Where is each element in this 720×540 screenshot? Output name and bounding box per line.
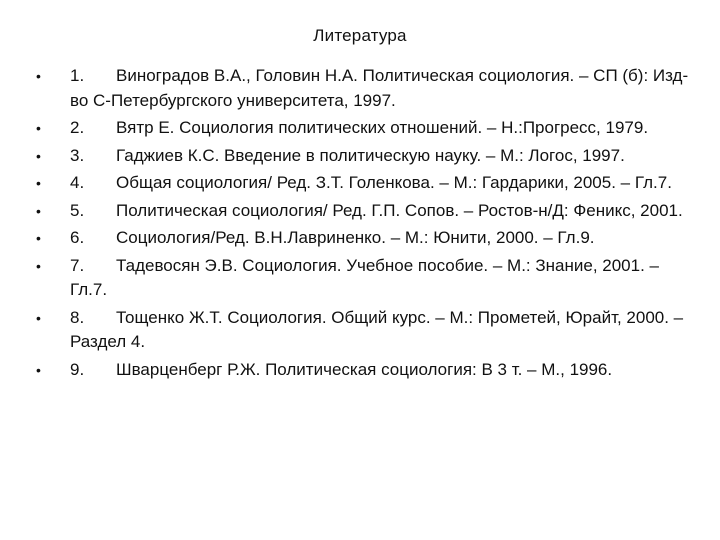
reference-number: 6. bbox=[70, 228, 85, 247]
reference-text: Тощенко Ж.Т. Социология. Общий курс. – М.: Прометей, Юрайт, 2000. – Раздел 4. bbox=[70, 307, 684, 351]
reference-text: Гаджиев К.С. Введение в политическую науку. – М.: Логос, 1997. bbox=[116, 145, 625, 165]
reference-text: Политическая социология/ Ред. Г.П. Сопов. – Ростов-н/Д: Феникс, 2001. bbox=[116, 200, 683, 220]
reference-item bbox=[34, 358, 700, 383]
reference-item bbox=[34, 171, 700, 196]
bullet-icon: • bbox=[36, 230, 41, 246]
reference-text: Вятр Е. Социология политических отношений. – Н.:Прогресс, 1979. bbox=[116, 118, 649, 137]
reference-item bbox=[34, 64, 700, 113]
bullet-icon: • bbox=[36, 68, 41, 84]
reference-item bbox=[34, 254, 700, 303]
reference-text: Тадевосян Э.В. Социология. Учебное пособие. – М.: Знание, 2001. – Гл.7. bbox=[70, 255, 659, 299]
reference-text: Шварценберг Р.Ж. Политическая социология: В 3 т. – М., 1996. bbox=[116, 359, 613, 379]
bullet-icon: • bbox=[36, 175, 41, 191]
slide-title: Литература bbox=[313, 26, 407, 45]
bullet-icon: • bbox=[36, 309, 41, 326]
reference-item bbox=[34, 306, 700, 355]
reference-number: 4. bbox=[70, 173, 85, 192]
reference-item bbox=[34, 226, 700, 251]
reference-item bbox=[34, 199, 700, 224]
reference-text: Общая социология/ Ред. З.Т. Голенкова. – М.: Гардарики, 2005. – Гл.7. bbox=[116, 173, 672, 192]
bullet-icon: • bbox=[36, 202, 41, 219]
reference-number: 8. bbox=[70, 307, 85, 327]
bullet-icon: • bbox=[36, 257, 41, 274]
reference-list bbox=[34, 64, 700, 385]
bullet-icon: • bbox=[36, 120, 41, 136]
bullet-icon: • bbox=[36, 361, 41, 378]
reference-number: 5. bbox=[70, 200, 85, 220]
reference-item bbox=[34, 144, 700, 169]
reference-text: Виноградов В.А., Головин Н.А. Политическая социология. – СП (б): Изд-во С-Петербургского университета, 1997. bbox=[70, 66, 689, 110]
reference-number: 9. bbox=[70, 359, 85, 379]
reference-number: 3. bbox=[70, 145, 85, 165]
bullet-icon: • bbox=[36, 147, 41, 164]
reference-number: 1. bbox=[70, 66, 85, 85]
reference-item bbox=[34, 116, 700, 141]
reference-number: 7. bbox=[70, 255, 85, 275]
reference-text: Социология/Ред. В.Н.Лавриненко. – М.: Юнити, 2000. – Гл.9. bbox=[116, 228, 595, 247]
reference-number: 2. bbox=[70, 118, 85, 137]
